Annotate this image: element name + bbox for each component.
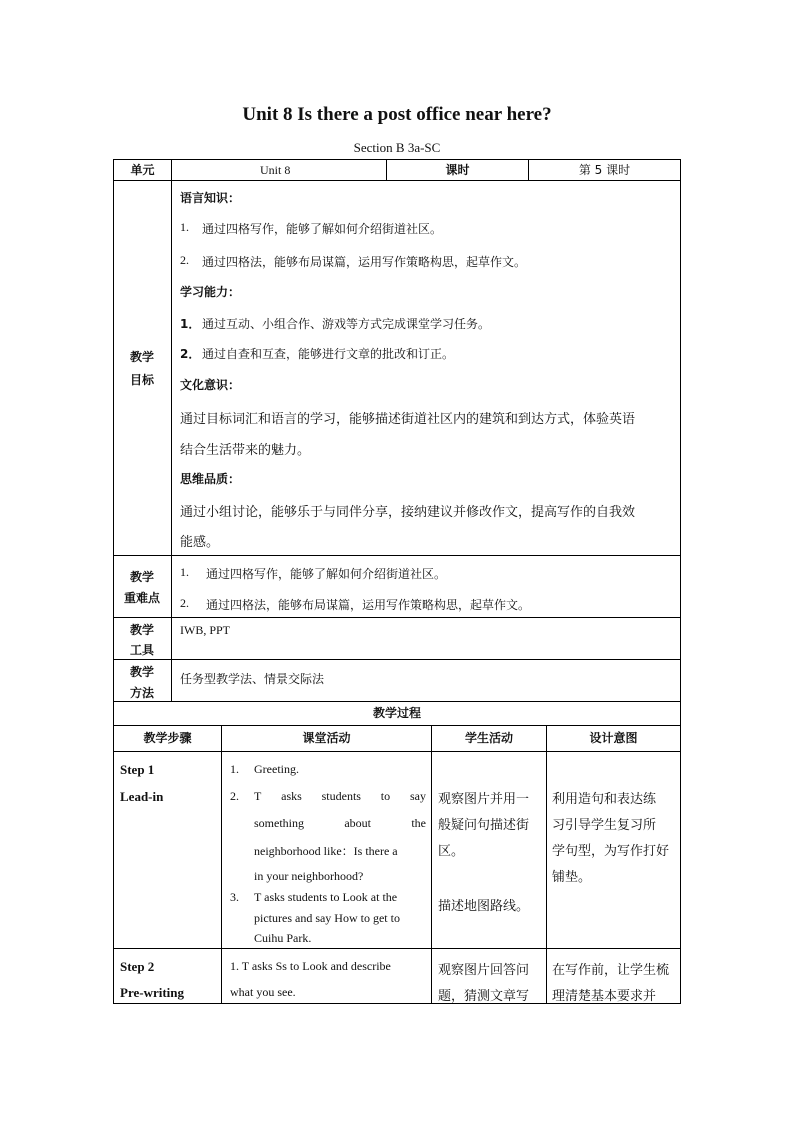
col-step: 教学步骤 [143,731,192,745]
keypoints-label-2: 重难点 [124,591,161,605]
thinking-line-2: 能感。 [180,535,220,550]
step1-a2-line3: neighborhood like：Is there a [254,844,398,858]
step1-student-cell [431,751,547,949]
culture-line-2: 结合生活带来的魅力。 [180,443,311,458]
document-subtitle: Section B 3a-SC [353,140,441,155]
keypoint-2-num: 2. [180,596,189,610]
step2-student-l1: 观察图片回答问 [438,963,530,978]
methods-label-2: 方法 [130,686,155,700]
step1-a3-num: 3. [230,890,239,904]
thinking-title: 思维品质： [180,472,241,486]
step1-a2-line1 [254,789,426,804]
unit-label: 单元 [130,163,155,177]
step1-a2-word: the [411,816,426,830]
step1-stage: Lead-in [120,789,164,804]
step1-a2-word: asks [281,789,302,803]
step1-a3-line3: Cuihu Park. [254,931,312,945]
ability-item-1-num: 1． [180,317,201,331]
keypoint-2: 通过四格法，能够布局谋篇，运用写作策略构思，起草作文。 [206,598,531,612]
step1-a1-num: 1. [230,762,239,776]
period-value: 第 5 课时 [578,163,631,177]
col-activity: 课堂活动 [302,731,351,745]
objectives-label-1: 教学 [130,350,155,364]
step2-activity-cell [221,948,432,1004]
step2-cell [113,948,222,1004]
step1-cell [113,751,222,949]
thinking-line-1: 通过小组讨论，能够乐于与同伴分享，接纳建议并修改作文，提高写作的自我效 [180,505,636,520]
period-label: 课时 [445,163,470,177]
col-student-cell [431,725,547,752]
step1-a2-line2 [254,816,426,831]
tools-value: IWB, PPT [180,623,231,637]
methods-label-1: 教学 [130,665,155,679]
col-activity-cell [221,725,432,752]
lang-item-2-num: 2. [180,253,189,267]
step2-name: Step 2 [120,959,155,974]
step2-student-l2: 题，猜测文章写 [438,989,530,1004]
methods-label-cell [113,659,172,702]
step1-intent-l4: 铺垫。 [552,870,592,885]
tools-content-cell [171,617,681,660]
process-title: 教学过程 [372,706,421,720]
keypoints-label-cell [113,555,172,618]
step1-a2-word: students [321,789,361,803]
keypoints-content-cell [171,555,681,618]
step1-student-l1: 观察图片并用一 [438,792,530,807]
objectives-label-cell [113,180,172,556]
step2-intent-cell [546,948,681,1004]
tools-label-1: 教学 [130,623,155,637]
learning-ability-title: 学习能力： [180,285,241,299]
col-intent-cell [546,725,681,752]
lang-item-1: 通过四格写作，能够了解如何介绍街道社区。 [202,222,443,236]
ability-item-1: 通过互动、小组合作、游戏等方式完成课堂学习任务。 [202,317,491,331]
step1-a2-word: something [254,816,304,830]
tools-label-cell [113,617,172,660]
step1-a2-num: 2. [230,789,239,803]
step2-stage: Pre-writing [120,985,185,1000]
period-value-cell [528,159,681,181]
step1-a2-word: T [254,789,262,803]
step2-a1-line1: 1. T asks Ss to Look and describe [230,959,391,973]
step1-activity-cell [221,751,432,949]
step2-student-cell [431,948,547,1004]
unit-label-cell [113,159,172,181]
step1-a2-word: to [380,789,391,803]
ability-item-2: 通过自查和互查，能够进行文章的批改和订正。 [202,347,455,361]
step1-a3-line1: T asks students to Look at the [254,890,398,904]
col-step-cell [113,725,222,752]
keypoints-label-1: 教学 [130,570,155,584]
lang-knowledge-title: 语言知识： [180,191,241,205]
objectives-content-cell [171,180,681,556]
ability-item-2-num: 2． [180,347,201,361]
step1-name: Step 1 [120,762,155,777]
culture-line-1: 通过目标词汇和语言的学习，能够描述街道社区内的建筑和到达方式，体验英语 [180,412,636,427]
step1-student-l3: 区。 [438,844,465,859]
step1-a2-word: about [344,816,371,830]
col-intent: 设计意图 [589,731,638,745]
lang-item-2: 通过四格法，能够布局谋篇，运用写作策略构思，起草作文。 [202,255,527,269]
tools-label-2: 工具 [130,643,155,657]
methods-value: 任务型教学法、情景交际法 [180,672,325,686]
step1-a2-line4: in your neighborhood? [254,869,364,883]
document-title: Unit 8 Is there a post office near here? [242,104,552,125]
col-student: 学生活动 [464,731,513,745]
unit-value-cell [171,159,387,181]
step1-student-l4: 描述地图路线。 [438,899,530,914]
keypoint-1: 通过四格写作，能够了解如何介绍街道社区。 [206,567,447,581]
period-label-cell [386,159,529,181]
keypoint-1-num: 1. [180,565,189,579]
methods-content-cell [171,659,681,702]
step1-a3-line2: pictures and say How to get to [254,911,400,925]
objectives-label-2: 目标 [130,373,155,387]
step1-intent-l2: 习引导学生复习所 [552,818,657,833]
step2-a1-line2: what you see. [230,985,296,999]
step1-student-l2: 般疑问句描述街 [438,818,530,833]
step1-a2-word: say [409,789,426,803]
step1-intent-l3: 学句型，为写作打好 [552,844,670,859]
step2-intent-l2: 理清楚基本要求并 [552,989,657,1004]
culture-title: 文化意识： [180,378,241,392]
step1-intent-l1: 利用造句和表达练 [552,792,657,807]
step2-intent-l1: 在写作前，让学生梳 [552,963,670,978]
step1-a1: Greeting. [254,762,299,776]
unit-value: Unit 8 [260,163,291,177]
process-title-cell [113,701,681,726]
lang-item-1-num: 1. [180,220,189,234]
step1-intent-cell [546,751,681,949]
